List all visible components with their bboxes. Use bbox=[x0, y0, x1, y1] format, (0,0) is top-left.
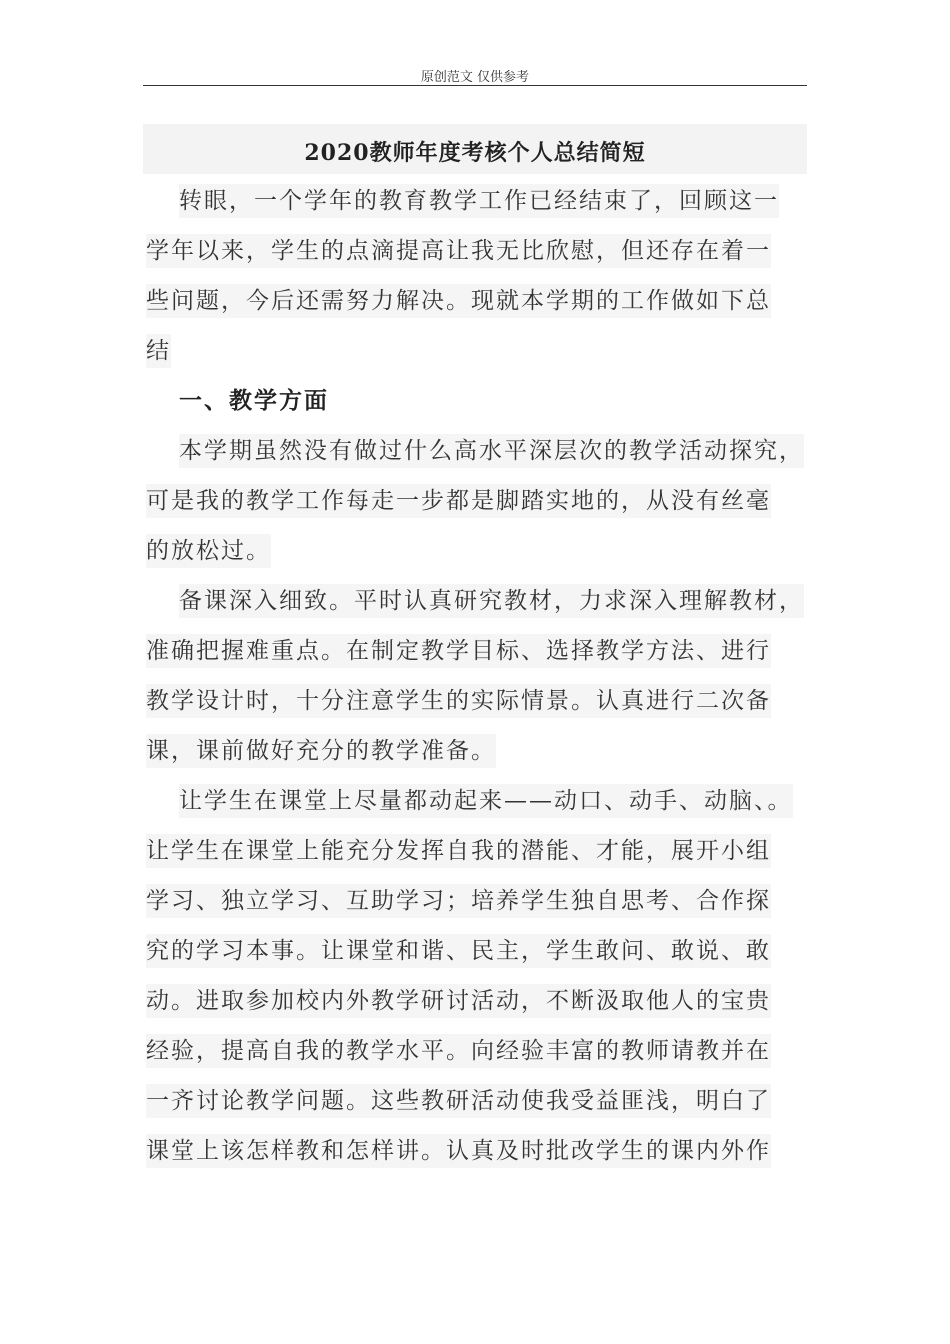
text-line bbox=[146, 276, 826, 326]
text-line bbox=[146, 1126, 826, 1176]
text-line bbox=[146, 426, 826, 476]
text-line-content: 让学生在课堂上能充分发挥自我的潜能、才能，展开小组 bbox=[146, 834, 771, 868]
text-line-content: 转眼，一个学年的教育教学工作已经结束了，回顾这一 bbox=[179, 184, 779, 218]
text-line bbox=[146, 876, 826, 926]
text-line-content: 本学期虽然没有做过什么高水平深层次的教学活动探究， bbox=[179, 434, 804, 468]
text-line-content: 学年以来，学生的点滴提高让我无比欣慰，但还存在着一 bbox=[146, 234, 771, 268]
text-line bbox=[146, 1026, 826, 1076]
text-line bbox=[146, 176, 826, 226]
text-line-content: 教学设计时，十分注意学生的实际情景。认真进行二次备 bbox=[146, 684, 771, 718]
text-line bbox=[146, 526, 826, 576]
document-title: 2020教师年度考核个人总结简短 bbox=[304, 140, 646, 166]
text-line-content: 准确把握难重点。在制定教学目标、选择教学方法、进行 bbox=[146, 634, 771, 668]
text-line-content: 一、教学方面 bbox=[179, 387, 329, 414]
text-line-content: 课，课前做好充分的教学准备。 bbox=[146, 734, 496, 768]
header-divider bbox=[143, 85, 807, 86]
section-heading bbox=[146, 376, 826, 426]
text-line-content: 可是我的教学工作每走一步都是脚踏实地的，从没有丝毫 bbox=[146, 484, 771, 518]
text-line bbox=[146, 576, 826, 626]
text-line bbox=[146, 926, 826, 976]
text-line-content: 究的学习本事。让课堂和谐、民主，学生敢问、敢说、敢 bbox=[146, 934, 771, 968]
text-line-content: 经验，提高自我的教学水平。向经验丰富的教师请教并在 bbox=[146, 1034, 771, 1068]
text-line-content: 动。进取参加校内外教学研讨活动，不断汲取他人的宝贵 bbox=[146, 984, 771, 1018]
text-line bbox=[146, 726, 826, 776]
text-line-content: 让学生在课堂上尽量都动起来——动口、动手、动脑、。 bbox=[179, 784, 793, 818]
text-line-content: 些问题，今后还需努力解决。现就本学期的工作做如下总 bbox=[146, 284, 771, 318]
text-line-content: 学习、独立学习、互助学习；培养学生独自思考、合作探 bbox=[146, 884, 771, 918]
text-line-content: 的放松过。 bbox=[146, 534, 271, 568]
text-line bbox=[146, 776, 826, 826]
text-line bbox=[146, 1076, 826, 1126]
document-body bbox=[146, 176, 826, 1176]
text-line bbox=[146, 226, 826, 276]
text-line bbox=[146, 326, 826, 376]
text-line bbox=[146, 826, 826, 876]
text-line bbox=[146, 676, 826, 726]
text-line bbox=[146, 476, 826, 526]
text-line-content: 课堂上该怎样教和怎样讲。认真及时批改学生的课内外作 bbox=[146, 1134, 771, 1168]
page-header: 原创范文 仅供参考 bbox=[420, 70, 530, 85]
text-line-content: 备课深入细致。平时认真研究教材，力求深入理解教材， bbox=[179, 584, 804, 618]
text-line-content: 一齐讨论教学问题。这些教研活动使我受益匪浅，明白了 bbox=[146, 1084, 771, 1118]
text-line bbox=[146, 976, 826, 1026]
text-line-content: 结 bbox=[146, 334, 171, 368]
text-line bbox=[146, 626, 826, 676]
